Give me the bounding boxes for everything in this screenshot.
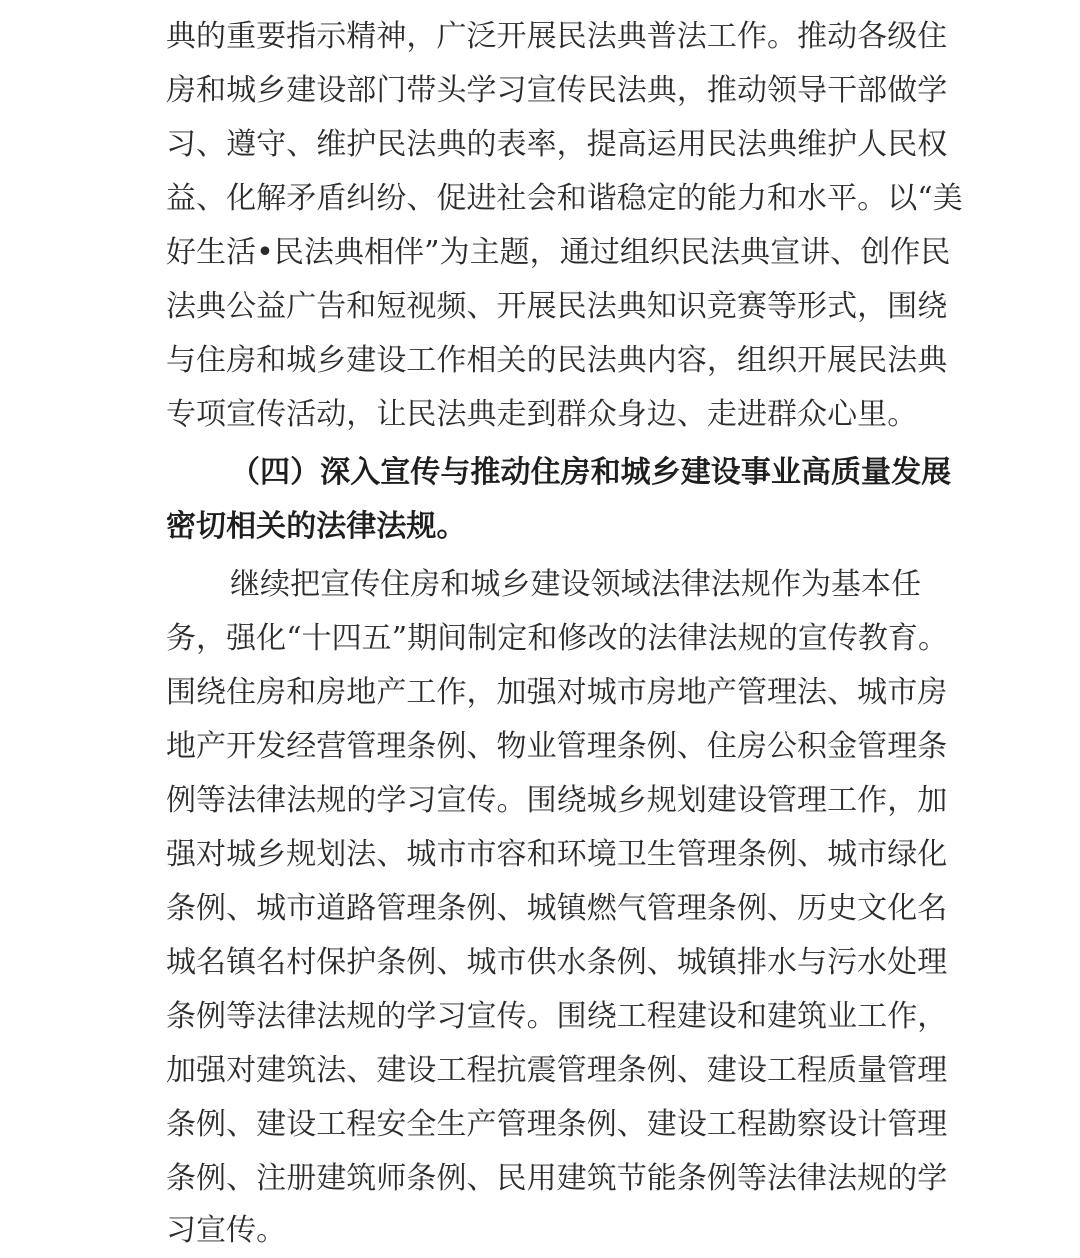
paragraph-2-line-3: 围绕住房和房地产工作，加强对城市房地产管理法、城市房 [166,675,948,710]
paragraph-2-line-1: 继续把宣传住房和城乡建设领域法律法规作为基本任 [230,567,922,602]
paragraph-1-line-1: 典的重要指示精神，广泛开展民法典普法工作。推动各级住 [166,19,948,54]
paragraph-1-line-6: 法典公益广告和短视频、开展民法典知识竞赛等形式，围绕 [166,289,948,324]
section-heading-4-line-1: （四）深入宣传与推动住房和城乡建设事业高质量发展 [230,455,952,490]
paragraph-2-line-13: 习宣传。 [166,1213,287,1248]
paragraph-2-line-2: 务，强化“十四五”期间制定和修改的法律法规的宣传教育。 [166,621,949,656]
paragraph-1-line-7: 与住房和城乡建设工作相关的民法典内容，组织开展民法典 [166,343,948,378]
paragraph-2-line-4: 地产开发经营管理条例、物业管理条例、住房公积金管理条 [166,729,948,764]
paragraph-1-line-4: 益、化解矛盾纠纷、促进社会和谐稳定的能力和水平。以“美 [166,181,963,216]
paragraph-2-line-7: 条例、城市道路管理条例、城镇燃气管理条例、历史文化名 [166,891,948,926]
paragraph-2-line-11: 条例、建设工程安全生产管理条例、建设工程勘察设计管理 [166,1107,948,1142]
paragraph-2-line-9: 条例等法律法规的学习宣传。围绕工程建设和建筑业工作， [166,999,948,1034]
paragraph-2-line-12: 条例、注册建筑师条例、民用建筑节能条例等法律法规的学 [166,1161,948,1196]
paragraph-2-line-6: 强对城乡规划法、城市市容和环境卫生管理条例、城市绿化 [166,837,948,872]
paragraph-1-line-2: 房和城乡建设部门带头学习宣传民法典，推动领导干部做学 [166,73,948,108]
paragraph-1-line-5: 好生活•民法典相伴”为主题，通过组织民法典宣讲、创作民 [166,235,951,270]
paragraph-2-line-10: 加强对建筑法、建设工程抗震管理条例、建设工程质量管理 [166,1053,948,1088]
paragraph-1-line-8: 专项宣传活动，让民法典走到群众身边、走进群众心里。 [166,397,918,432]
section-heading-4-line-2: 密切相关的法律法规。 [166,509,467,544]
paragraph-2-line-5: 例等法律法规的学习宣传。围绕城乡规划建设管理工作，加 [166,783,948,818]
paragraph-2-line-8: 城名镇名村保护条例、城市供水条例、城镇排水与污水处理 [166,945,948,980]
paragraph-1-line-3: 习、遵守、维护民法典的表率，提高运用民法典维护人民权 [166,127,948,162]
